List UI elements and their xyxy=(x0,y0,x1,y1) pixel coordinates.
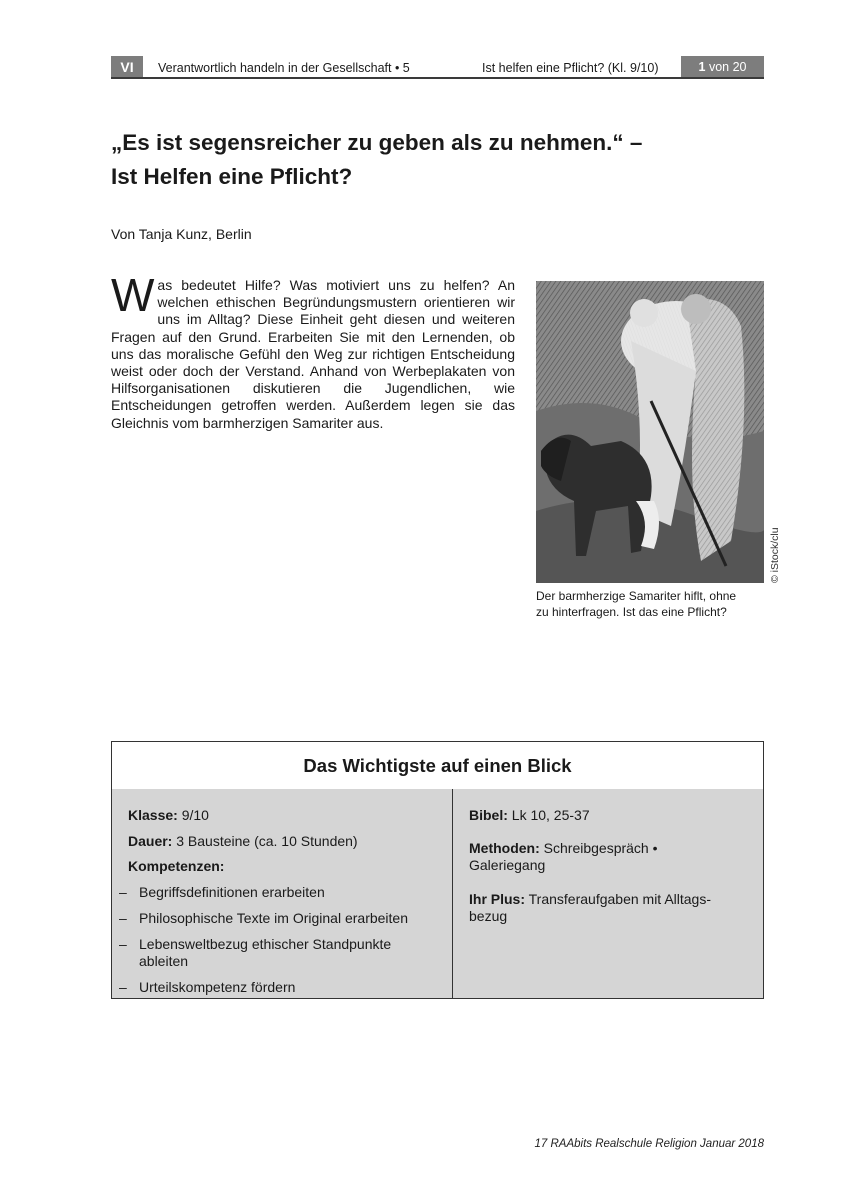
plus-value: Transferaufgaben mit Alltags- xyxy=(525,891,712,907)
dauer-line xyxy=(128,833,358,850)
bibel-line xyxy=(469,807,590,824)
running-header xyxy=(111,56,764,79)
klasse-value: 9/10 xyxy=(177,807,209,823)
overview-left-column xyxy=(112,789,453,998)
dauer-label: Dauer: xyxy=(128,833,173,849)
engraving-image xyxy=(536,281,764,583)
author-line: Von Tanja Kunz, Berlin xyxy=(111,226,252,242)
page-footer: 17 RAAbits Realschule Religion Januar 2018 xyxy=(534,1138,764,1150)
overview-box xyxy=(111,741,764,999)
kompetenz-item: Urteilskompetenz fördern xyxy=(139,979,296,995)
methoden-line xyxy=(469,840,658,857)
page-title xyxy=(111,126,771,194)
dauer-value: 3 Bausteine (ca. 10 Stunden) xyxy=(172,833,358,849)
drop-cap: W xyxy=(111,269,155,321)
kompetenz-item: Begriffsdefinitionen erarbeiten xyxy=(139,884,325,900)
kompetenz-item: Lebensweltbezug ethischer Standpunkte xyxy=(139,936,392,952)
overview-heading: Das Wichtigste auf einen Blick xyxy=(112,742,763,790)
methoden-label: Methoden: xyxy=(469,840,540,856)
header-rule xyxy=(111,77,764,79)
caption-line-2: zu hinterfragen. Ist das eine Pflicht? xyxy=(536,604,727,619)
kompetenzen-line xyxy=(128,858,224,875)
bullet-dash: – xyxy=(119,936,127,952)
intro-paragraph xyxy=(111,269,515,432)
page-indicator xyxy=(681,56,764,79)
bibel-value: Lk 10, 25-37 xyxy=(507,807,590,823)
figure-caption xyxy=(536,589,770,620)
caption-line-1: Der barmherzige Samariter hiflt, ohne xyxy=(536,589,737,603)
overview-body xyxy=(112,789,763,998)
page-total: von 20 xyxy=(708,60,747,74)
topic-title: Ist helfen eine Pflicht? (Kl. 9/10) xyxy=(482,61,659,75)
methoden-line-2: Galeriegang xyxy=(469,857,546,873)
bullet-dash: – xyxy=(119,979,127,995)
samaritan-illustration xyxy=(536,281,764,583)
page-number: 1 xyxy=(698,60,706,74)
plus-line-2: bezug xyxy=(469,908,508,924)
bibel-label: Bibel: xyxy=(469,807,508,823)
series-title: Verantwortlich handeln in der Gesellschaft • 5 xyxy=(158,61,410,75)
bullet-dash: – xyxy=(119,910,127,926)
klasse-label: Klasse: xyxy=(128,807,178,823)
plus-line xyxy=(469,891,711,908)
section-badge: VI xyxy=(111,56,143,79)
overview-right-column xyxy=(453,789,763,998)
methoden-value: Schreibgespräch • xyxy=(539,840,658,856)
kompetenz-item: Philosophische Texte im Original erarbeiten xyxy=(139,910,408,926)
image-credit: © iStock/clu xyxy=(769,527,781,583)
intro-text: as bedeutet Hilfe? Was motiviert uns zu helfen? An welchen ethischen Begründungsmustern orientieren wir uns im Alltag? Diese Einheit geht diesen und weiteren Fragen auf den Grund. Erarbeiten Sie mit den Lernenden, ob uns das moralische Gefühl den Weg zur richtigen Entscheidung weist oder doch der Verstand. Anhand von Werbeplakaten von Hilfsorganisationen diskutieren die Jugendlichen, wie Entscheidungen getroffen werden. Außerdem legen sie das Gleichnis vom barmherzigen Samariter aus. xyxy=(111,277,515,431)
kompetenz-item-continued: ableiten xyxy=(139,953,189,969)
klasse-line xyxy=(128,807,209,824)
plus-label: Ihr Plus: xyxy=(469,891,526,907)
title-line-2: Ist Helfen eine Pflicht? xyxy=(111,164,353,189)
kompetenzen-label: Kompetenzen: xyxy=(128,858,225,874)
bullet-dash: – xyxy=(119,884,127,900)
title-line-1: „Es ist segensreicher zu geben als zu nehmen.“ – xyxy=(111,130,643,155)
